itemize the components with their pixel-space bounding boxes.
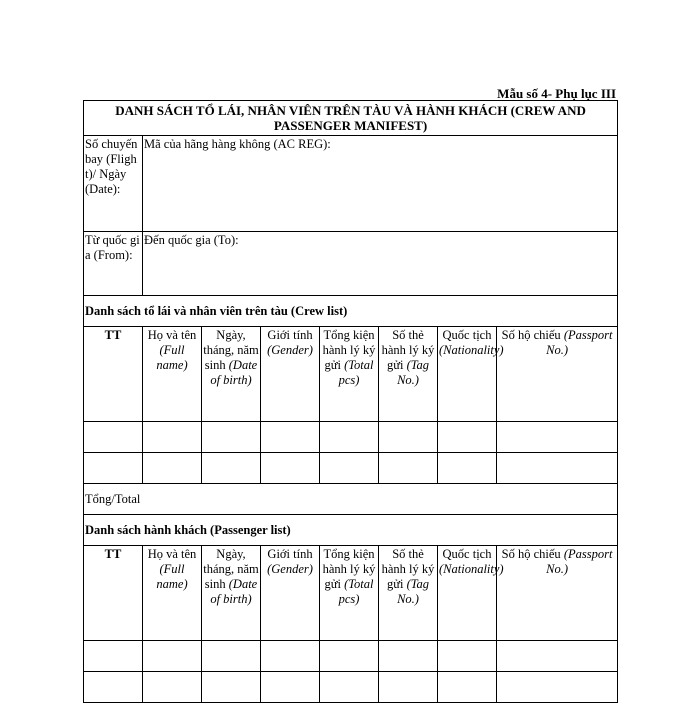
crew-cell[interactable] bbox=[320, 453, 379, 484]
col-tag-vi: Số thẻ hành lý ký gửi bbox=[381, 547, 435, 591]
col-date-of-birth bbox=[202, 327, 261, 422]
col-passport-en: (Passport No.) bbox=[546, 547, 613, 576]
col-passport-no bbox=[497, 546, 618, 641]
crew-cell[interactable] bbox=[438, 422, 497, 453]
passenger-cell[interactable] bbox=[84, 672, 143, 703]
col-tag-no bbox=[379, 546, 438, 641]
col-total-pcs-vi: Tổng kiện hành lý ký gửi bbox=[322, 547, 376, 591]
passenger-cell[interactable] bbox=[261, 641, 320, 672]
passenger-row bbox=[84, 672, 618, 703]
col-nationality bbox=[438, 327, 504, 422]
to-country-label: Đến quốc gia (To): bbox=[144, 233, 239, 247]
crew-row bbox=[84, 422, 618, 453]
col-total-pcs bbox=[320, 546, 379, 641]
crew-cell[interactable] bbox=[497, 422, 618, 453]
col-tag-vi: Số thẻ hành lý ký gửi bbox=[381, 328, 435, 372]
flight-date-label: Số chuyến bay (Flight)/ Ngày (Date): bbox=[84, 136, 143, 232]
manifest-title: DANH SÁCH TỔ LÁI, NHÂN VIÊN TRÊN TÀU VÀ HÀNH KHÁCH (CREW AND PASSENGER MANIFEST) bbox=[84, 101, 618, 136]
col-nationality-vi: Quốc tịch bbox=[442, 328, 492, 342]
passenger-cell[interactable] bbox=[261, 672, 320, 703]
col-tt: TT bbox=[84, 546, 143, 641]
passenger-cell[interactable] bbox=[438, 672, 497, 703]
col-tag-en: (Tag No.) bbox=[397, 577, 430, 606]
col-dob-en: (Date of birth) bbox=[210, 358, 258, 387]
crew-cell[interactable] bbox=[379, 453, 438, 484]
col-nationality-vi: Quốc tịch bbox=[442, 547, 492, 561]
col-full-name-vi: Họ và tên bbox=[147, 547, 197, 561]
ac-reg-label: Mã của hãng hàng không (AC REG): bbox=[144, 137, 331, 151]
passenger-cell[interactable] bbox=[438, 641, 497, 672]
passenger-cell[interactable] bbox=[379, 641, 438, 672]
passenger-cell[interactable] bbox=[143, 672, 202, 703]
to-country-field[interactable] bbox=[143, 232, 618, 296]
from-country-label: Từ quốc gia (From): bbox=[84, 232, 143, 296]
crew-cell[interactable] bbox=[143, 453, 202, 484]
col-passport-en: (Passport No.) bbox=[546, 328, 613, 357]
col-total-pcs bbox=[320, 327, 379, 422]
passenger-header-row bbox=[84, 546, 618, 641]
col-nationality-en: (Nationality) bbox=[439, 343, 504, 357]
passenger-cell[interactable] bbox=[202, 641, 261, 672]
col-full-name-vi: Họ và tên bbox=[147, 328, 197, 342]
col-tag-no bbox=[379, 327, 438, 422]
col-gender-vi: Giới tính bbox=[267, 547, 313, 561]
crew-cell[interactable] bbox=[202, 422, 261, 453]
ac-reg-field[interactable] bbox=[143, 136, 618, 232]
crew-header-row bbox=[84, 327, 618, 422]
col-full-name bbox=[143, 327, 202, 422]
passenger-cell[interactable] bbox=[320, 672, 379, 703]
col-full-name-en: (Full name) bbox=[156, 343, 188, 372]
col-nationality bbox=[438, 546, 504, 641]
passenger-row bbox=[84, 641, 618, 672]
col-dob-vi: Ngày, tháng, năm sinh bbox=[203, 328, 259, 372]
col-dob-vi: Ngày, tháng, năm sinh bbox=[203, 547, 259, 591]
col-total-pcs-en: (Total pcs) bbox=[338, 577, 374, 606]
passenger-cell[interactable] bbox=[84, 641, 143, 672]
col-passport-vi: Số hộ chiếu bbox=[501, 547, 564, 561]
crew-cell[interactable] bbox=[84, 422, 143, 453]
crew-cell[interactable] bbox=[261, 453, 320, 484]
col-total-pcs-en: (Total pcs) bbox=[338, 358, 374, 387]
col-tt: TT bbox=[84, 327, 143, 422]
crew-row bbox=[84, 453, 618, 484]
passenger-cell[interactable] bbox=[497, 641, 618, 672]
crew-cell[interactable] bbox=[202, 453, 261, 484]
crew-total-row: Tổng/Total bbox=[84, 484, 618, 515]
passenger-cell[interactable] bbox=[497, 672, 618, 703]
crew-cell[interactable] bbox=[497, 453, 618, 484]
crew-cell[interactable] bbox=[320, 422, 379, 453]
col-gender bbox=[261, 546, 320, 641]
col-gender bbox=[261, 327, 320, 422]
form-number: Mẫu số 4- Phụ lục III bbox=[497, 86, 616, 101]
col-total-pcs-vi: Tổng kiện hành lý ký gửi bbox=[322, 328, 376, 372]
crew-cell[interactable] bbox=[438, 453, 497, 484]
passenger-cell[interactable] bbox=[143, 641, 202, 672]
col-full-name-en: (Full name) bbox=[156, 562, 188, 591]
crew-list-heading: Danh sách tổ lái và nhân viên trên tàu (Crew list) bbox=[84, 296, 618, 327]
col-nationality-en: (Nationality) bbox=[439, 562, 504, 576]
manifest-table bbox=[83, 100, 618, 703]
col-gender-vi: Giới tính bbox=[267, 328, 313, 342]
col-passport-vi: Số hộ chiếu bbox=[501, 328, 564, 342]
crew-cell[interactable] bbox=[84, 453, 143, 484]
col-passport-no bbox=[497, 327, 618, 422]
col-tag-en: (Tag No.) bbox=[397, 358, 430, 387]
crew-cell[interactable] bbox=[143, 422, 202, 453]
col-dob-en: (Date of birth) bbox=[210, 577, 258, 606]
passenger-cell[interactable] bbox=[202, 672, 261, 703]
passenger-list-heading: Danh sách hành khách (Passenger list) bbox=[84, 515, 618, 546]
col-gender-en: (Gender) bbox=[267, 343, 313, 357]
crew-cell[interactable] bbox=[379, 422, 438, 453]
col-date-of-birth bbox=[202, 546, 261, 641]
passenger-cell[interactable] bbox=[320, 641, 379, 672]
col-gender-en: (Gender) bbox=[267, 562, 313, 576]
col-full-name bbox=[143, 546, 202, 641]
crew-cell[interactable] bbox=[261, 422, 320, 453]
passenger-cell[interactable] bbox=[379, 672, 438, 703]
